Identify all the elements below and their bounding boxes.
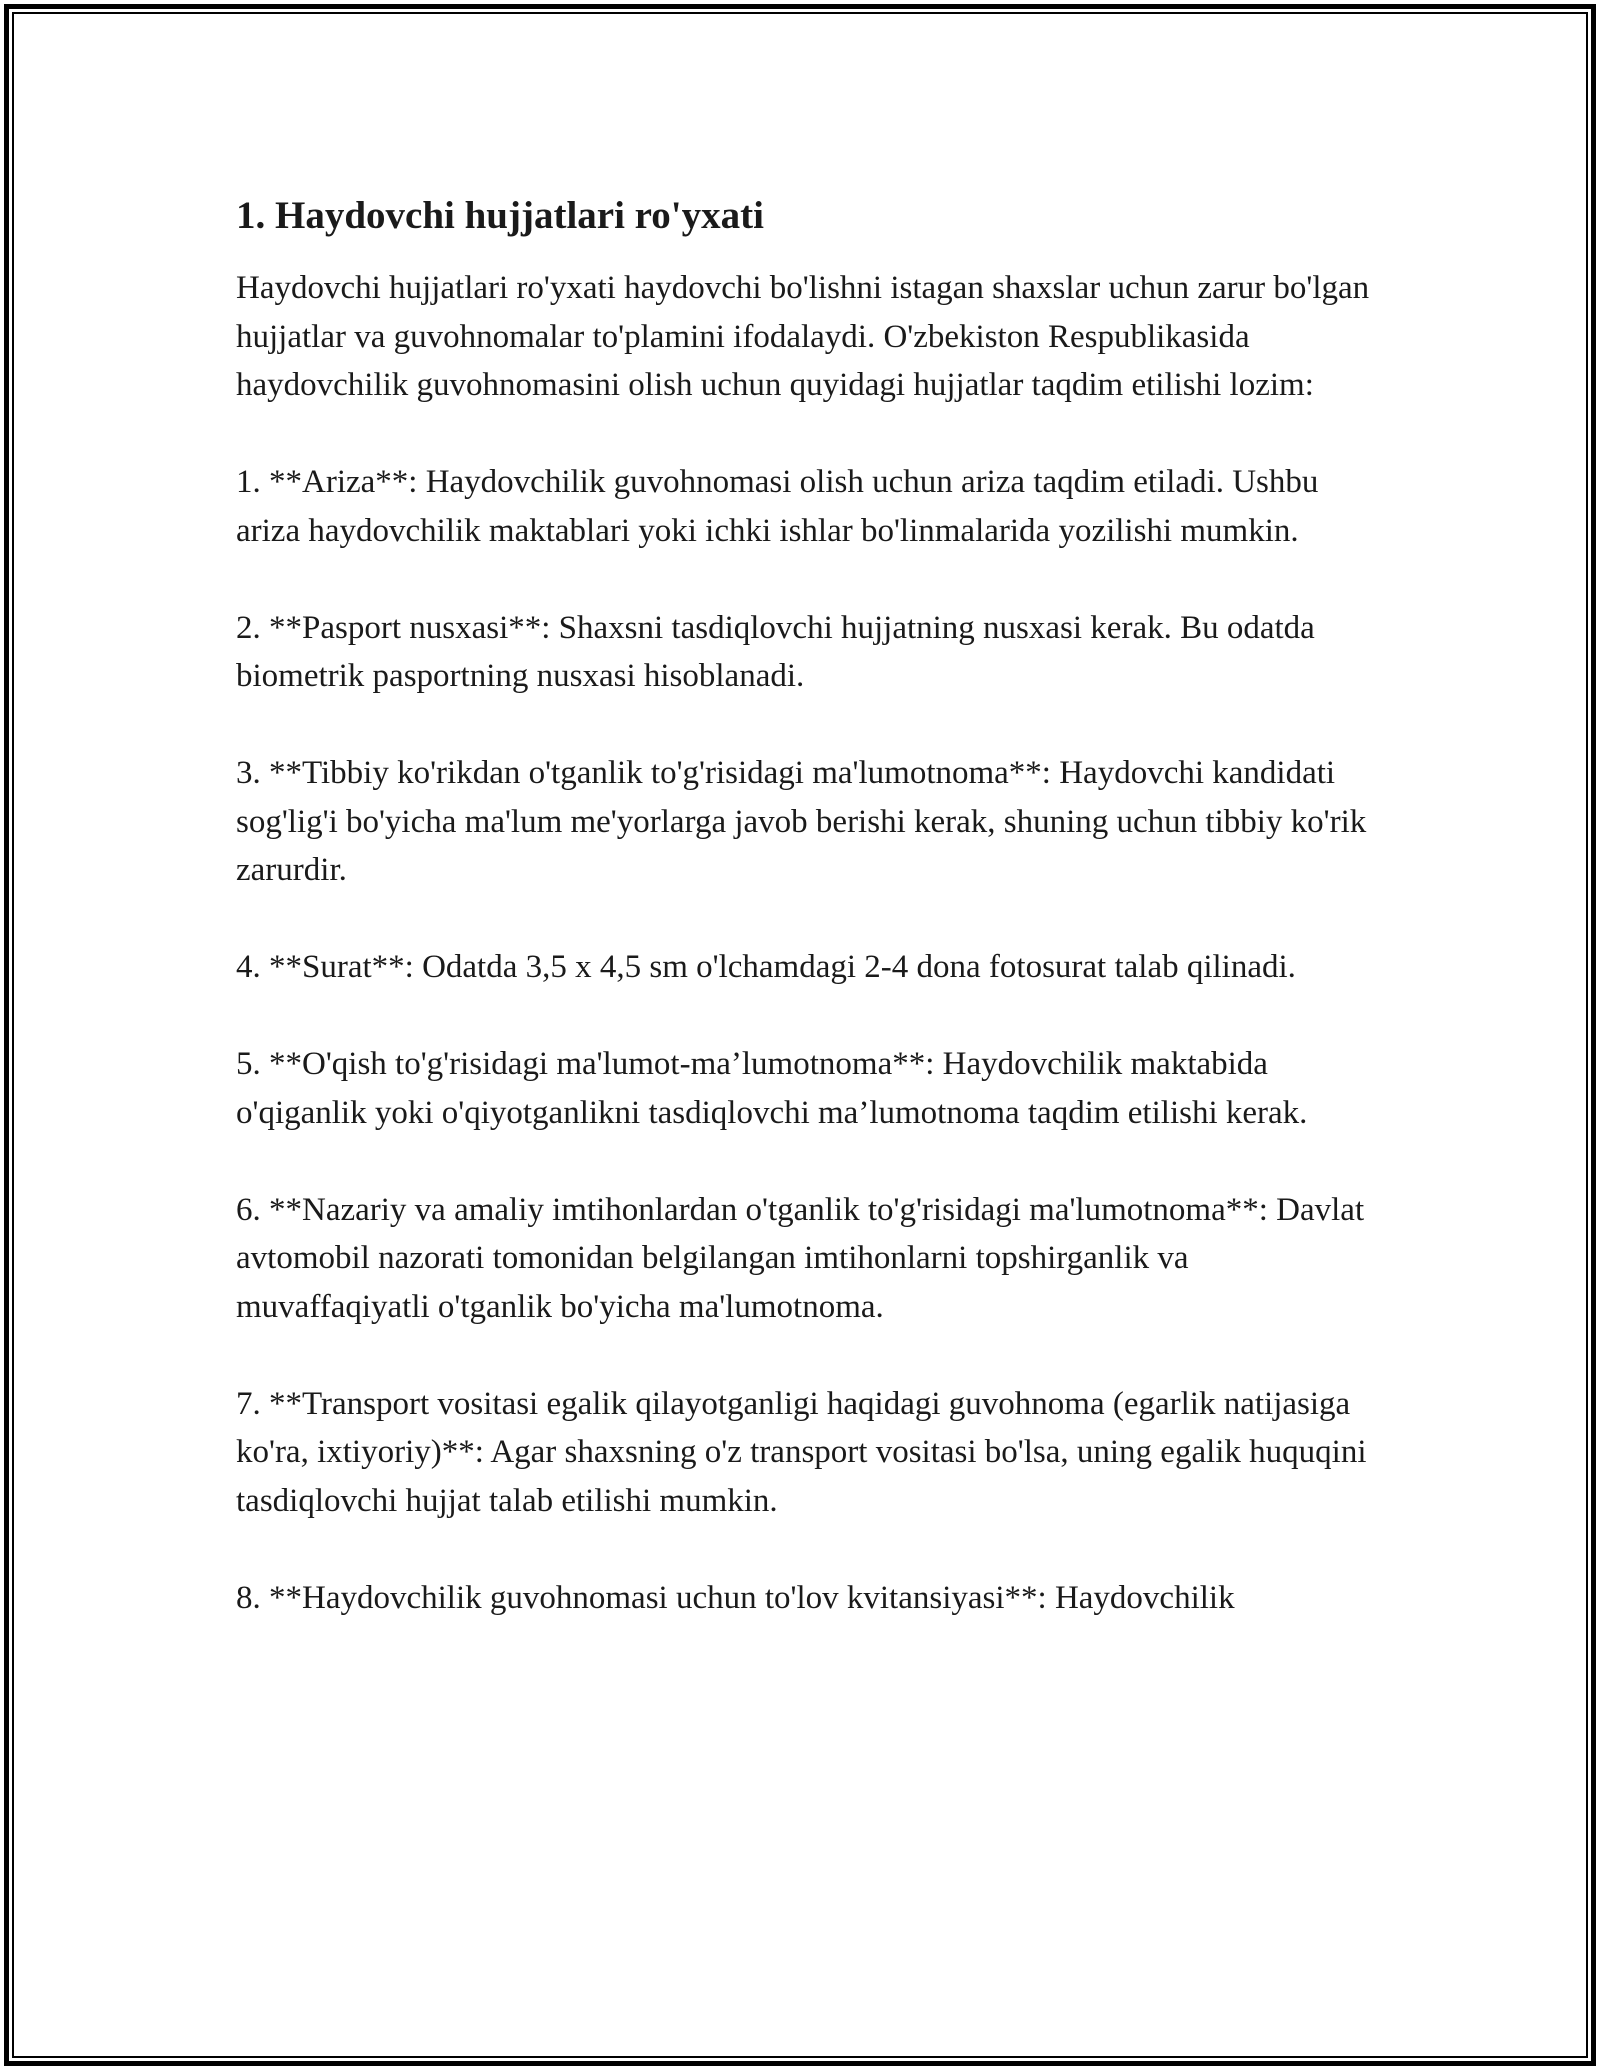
list-item-transport: 7. **Transport vositasi egalik qilayotganligi haqidagi guvohnoma (egarlik natijasiga ko'ra, ixtiyoriy)**: Agar shaxsning o'z transport vositasi bo'lsa, uning egalik huquqini tasdiqlovchi hujjat talab etilishi mumkin. [236, 1385, 1367, 1519]
list-item-ariza: 1. **Ariza**: Haydovchilik guvohnomasi olish uchun ariza taqdim etiladi. Ushbu ariza haydovchilik maktablari yoki ichki ishlar bo'linmalarida yozilishi mumkin. [236, 464, 1319, 549]
list-item-surat: 4. **Surat**: Odatda 3,5 x 4,5 sm o'lchamdagi 2-4 dona fotosurat talab qilinadi. [236, 949, 1296, 985]
list-item-imtihon: 6. **Nazariy va amaliy imtihonlardan o'tganlik to'g'risidagi ma'lumotnoma**: Davlat avtomobil nazorati tomonidan belgilangan imtihonlarni topshirganlik va muvaffaqiyatli o'tganlik bo'yicha ma'lumotnoma. [236, 1191, 1365, 1325]
list-item-tolov: 8. **Haydovchilik guvohnomasi uchun to'lov kvitansiyasi**: Haydovchilik [236, 1579, 1235, 1616]
list-item-pasport: 2. **Pasport nusxasi**: Shaxsni tasdiqlovchi hujjatning nusxasi kerak. Bu odatda biometrik pasportning nusxasi hisoblanadi. [236, 609, 1315, 694]
document-body [236, 180, 1376, 1671]
list-item-oqish: 5. **O'qish to'g'risidagi ma'lumot-ma’lumotnoma**: Haydovchilik maktabida o'qiganlik yoki o'qiyotganlikni tasdiqlovchi ma’lumotnoma taqdim etilishi kerak. [236, 1046, 1308, 1131]
section-heading: 1. Haydovchi hujjatlari ro'yxati [236, 194, 764, 237]
intro-paragraph: Haydovchi hujjatlari ro'yxati haydovchi bo'lishni istagan shaxslar uchun zarur bo'lgan hujjatlar va guvohnomalar to'plamini ifodalaydi. O'zbekiston Respublikasida haydovchilik guvohnomasini olish uchun quyidagi hujjatlar taqdim etilishi lozim: [236, 270, 1370, 403]
list-item-tibbiy: 3. **Tibbiy ko'rikdan o'tganlik to'g'risidagi ma'lumotnoma**: Haydovchi kandidati sog'lig'i bo'yicha ma'lum me'yorlarga javob berishi kerak, shuning uchun tibbiy ko'rik zarurdir. [236, 755, 1367, 888]
